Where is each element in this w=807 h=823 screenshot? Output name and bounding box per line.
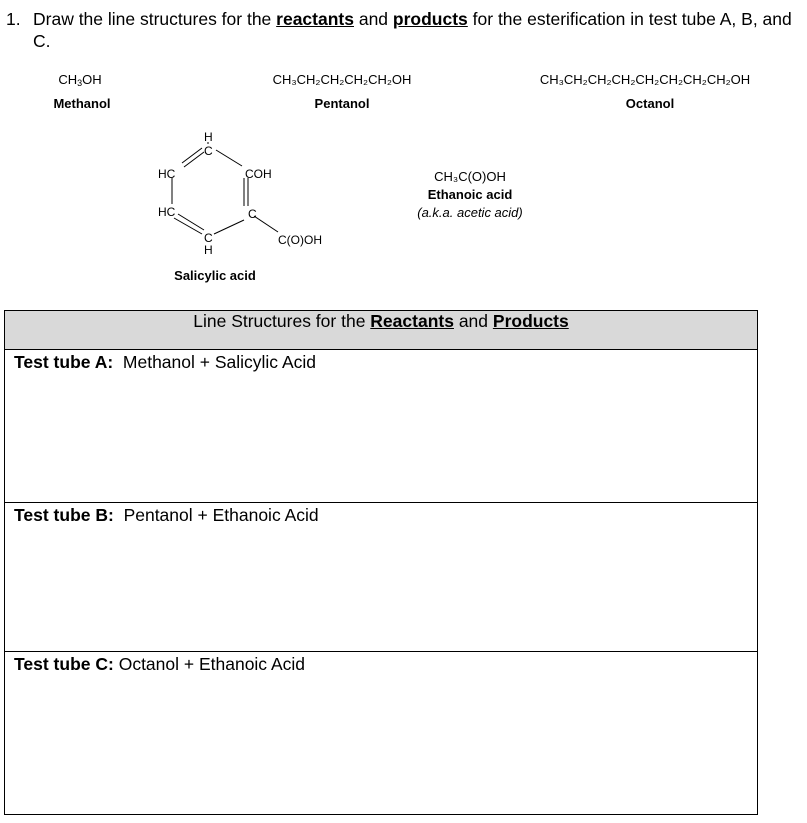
atom-bottom-h: H xyxy=(204,243,213,257)
pentanol-formula: CH₃CH₂CH₂CH₂CH₂OH xyxy=(272,72,412,87)
methanol-name: Methanol xyxy=(53,96,111,111)
answer-table xyxy=(4,310,758,815)
keyword-products: products xyxy=(392,9,468,29)
ethanoic-acid-aka: (a.k.a. acetic acid) xyxy=(417,205,523,220)
methanol-formula: $CH_3OH$ xyxy=(58,72,102,88)
atom-hc2: HC xyxy=(158,205,176,219)
answer-cell-test-tube-c[interactable] xyxy=(5,652,758,815)
question-body: Draw the line structures for the reactants and products for the esterification in test tube A, B, and C. xyxy=(33,9,792,51)
ethanoic-acid-formula: CH₃C(O)OH xyxy=(434,169,506,184)
ethanoic-acid-block xyxy=(395,168,545,222)
atom-cooh: C(O)OH xyxy=(278,233,322,247)
answer-cell-test-tube-a[interactable] xyxy=(5,350,758,503)
ethanoic-acid-name: Ethanoic acid xyxy=(427,187,513,202)
salicylic-acid-structure xyxy=(150,128,370,268)
question-number: 1. xyxy=(6,9,21,29)
row-label: Test tube B: Pentanol + Ethanoic Acid xyxy=(14,505,319,525)
atom-c-right: C xyxy=(248,207,257,221)
header-keyword-reactants: Reactants xyxy=(370,311,454,331)
atom-coh: COH xyxy=(245,167,272,181)
atom-top-c: C xyxy=(204,144,213,158)
pentanol-name: Pentanol xyxy=(314,96,370,111)
answer-cell-test-tube-b[interactable] xyxy=(5,503,758,652)
table-header: Line Structures for the Reactants and Products xyxy=(5,311,758,350)
atom-bottom-c: C xyxy=(204,231,213,245)
atom-top-h: H xyxy=(204,130,213,144)
salicylic-acid-name: Salicylic acid xyxy=(174,268,256,283)
atom-hc1: HC xyxy=(158,167,176,181)
octanol-formula: CH₃CH₂CH₂CH₂CH₂CH₂CH₂CH₂OH xyxy=(539,72,751,87)
octanol-name: Octanol xyxy=(625,96,675,111)
header-keyword-products: Products xyxy=(492,311,569,331)
row-label: Test tube C: Octanol + Ethanoic Acid xyxy=(14,654,305,674)
keyword-reactants: reactants xyxy=(276,9,354,29)
row-label: Test tube A: Methanol + Salicylic Acid xyxy=(14,352,316,372)
